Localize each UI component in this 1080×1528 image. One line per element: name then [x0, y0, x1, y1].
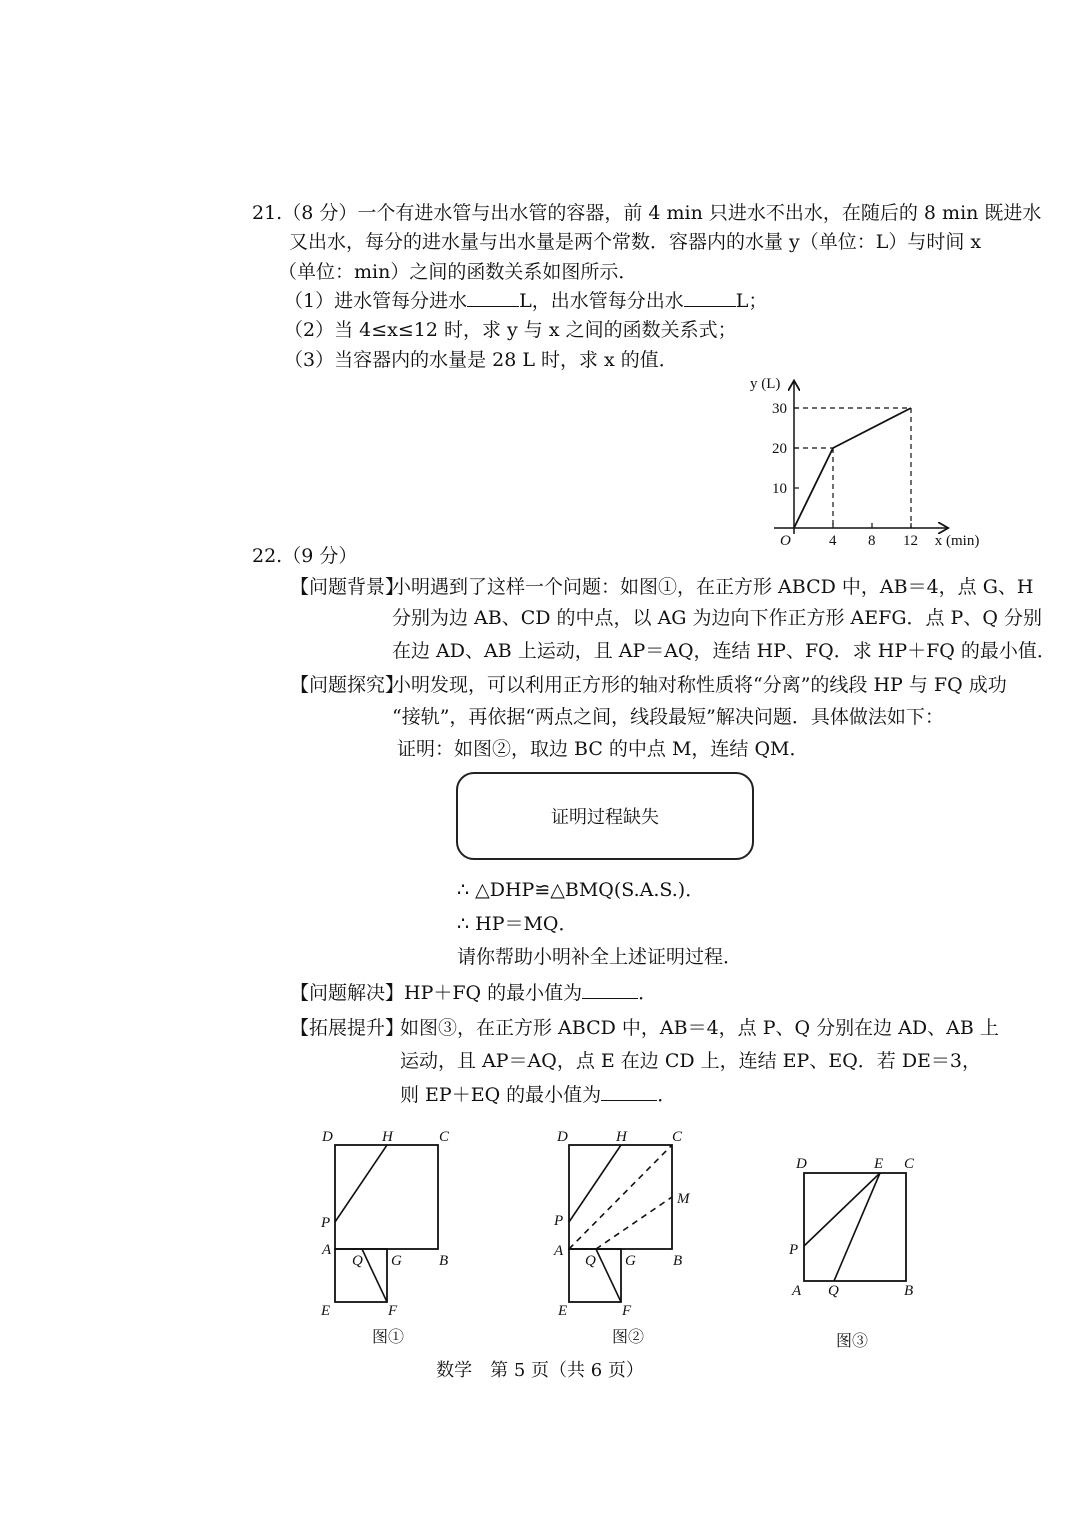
label-p: P: [789, 1242, 799, 1258]
x-tick-label: 4: [829, 533, 837, 549]
label-h: H: [382, 1129, 393, 1145]
answer-blank[interactable]: [601, 1082, 657, 1101]
q22-ext-text: 则 EP＋EQ 的最小值为: [400, 1084, 602, 1106]
q22-sol-tag: 【问题解决】: [290, 982, 405, 1004]
q22-solution: [290, 980, 657, 1006]
figure-1-caption: 图①: [372, 1327, 405, 1346]
label-c: C: [439, 1129, 450, 1145]
q22-ex-line1: 小明发现，可以利用正方形的轴对称性质将“分离”的线段 HP 与 FQ 成功: [392, 674, 1007, 696]
figure-2: [553, 1125, 713, 1319]
label-b: B: [904, 1283, 914, 1299]
data-segment: [794, 448, 833, 528]
y-tick-label: 20: [772, 441, 787, 457]
label-b: B: [673, 1253, 683, 1269]
data-segment: [833, 408, 911, 448]
q21-part2: （2）当 4≤x≤12 时，求 y 与 x 之间的函数关系式；: [284, 319, 737, 341]
segment-hp: [569, 1145, 621, 1222]
label-f: F: [388, 1303, 398, 1319]
square-abcd: [335, 1145, 438, 1249]
q22-ex-tag: 【问题探究】: [290, 674, 405, 696]
q22-ext-end: ．: [657, 1084, 677, 1106]
y-tick-label: 10: [772, 481, 787, 497]
label-q: Q: [585, 1253, 596, 1269]
page-footer: 数学 第 5 页（共 6 页）: [436, 1360, 644, 1381]
q22-ex-line3: 证明：如图②，取边 BC 的中点 M，连结 QM．: [397, 738, 809, 760]
segment-eq: [834, 1173, 880, 1281]
label-c: C: [904, 1156, 915, 1172]
label-b: B: [439, 1253, 449, 1269]
origin-label: O: [780, 533, 791, 549]
label-m: M: [677, 1191, 690, 1207]
q21-part3: （3）当容器内的水量是 28 L 时，求 x 的值．: [284, 349, 678, 371]
label-q: Q: [352, 1253, 363, 1269]
q22-bg-tag: 【问题背景】: [290, 576, 405, 598]
answer-blank[interactable]: [684, 288, 736, 307]
figure-2-caption: 图②: [612, 1327, 645, 1346]
q21-part1-b: L，出水管每分出水: [519, 290, 684, 312]
label-p: P: [554, 1213, 564, 1229]
label-a: A: [792, 1283, 802, 1299]
figure-3-caption: 图③: [836, 1331, 869, 1350]
figure-3: [786, 1153, 926, 1303]
label-a: A: [322, 1242, 332, 1258]
q22-conclusion1: ∴ △DHP≌△BMQ(S.A.S.)．: [457, 879, 705, 901]
q22-ext-line3: [400, 1082, 676, 1108]
q22-ext-tag: 【拓展提升】: [290, 1017, 405, 1039]
diagonal-ac: [569, 1145, 672, 1249]
label-e: E: [558, 1303, 568, 1319]
answer-blank[interactable]: [582, 980, 638, 999]
q22-sol-text: HP＋FQ 的最小值为: [404, 982, 583, 1004]
label-h: H: [616, 1129, 627, 1145]
q22-conclusion3: 请你帮助小明补全上述证明过程．: [457, 946, 743, 968]
q22-ex-line2: “接轨”，再依据“两点之间，线段最短”解决问题．具体做法如下：: [392, 706, 944, 728]
y-tick-label: 30: [772, 401, 787, 417]
proof-placeholder-box: [456, 772, 754, 860]
q21-line1: 21.（8 分）一个有进水管与出水管的容器，前 4 min 只进水不出水，在随后的 8 min 既进水: [252, 202, 1042, 224]
segment-fq: [596, 1249, 621, 1302]
label-d: D: [796, 1156, 807, 1172]
label-g: G: [625, 1253, 636, 1269]
x-axis-label: x (min): [934, 533, 980, 549]
q21-line3: （单位：min）之间的函数关系如图所示．: [278, 261, 638, 283]
segment-hp: [335, 1145, 387, 1222]
q22-conclusion2: ∴ HP＝MQ．: [457, 913, 578, 935]
segment-ep: [804, 1173, 880, 1246]
answer-blank[interactable]: [467, 288, 519, 307]
q22-bg-line2: 分别为边 AB、CD 的中点，以 AG 为边向下作正方形 AEFG．点 P、Q 分别: [392, 607, 1042, 629]
q22-head: 22.（9 分）: [252, 545, 358, 567]
segment-fq: [362, 1249, 387, 1302]
water-volume-chart: [745, 368, 1005, 548]
q21-part1-a: （1）进水管每分进水: [284, 290, 468, 312]
label-f: F: [622, 1303, 632, 1319]
x-tick-label: 12: [903, 533, 918, 549]
q21-part1: [284, 288, 767, 314]
q21-part1-c: L；: [735, 290, 768, 312]
label-a: A: [554, 1243, 564, 1259]
q22-bg-line3: 在边 AD、AB 上运动，且 AP＝AQ，连结 HP、FQ．求 HP＋FQ 的最小值．: [392, 640, 1056, 662]
segment-qm: [596, 1197, 672, 1249]
label-d: D: [557, 1129, 568, 1145]
q21-line2: 又出水，每分的进水量与出水量是两个常数．容器内的水量 y（单位：L）与时间 x: [289, 231, 982, 253]
square-abcd: [804, 1173, 906, 1281]
label-e: E: [874, 1156, 884, 1172]
label-p: P: [321, 1215, 331, 1231]
proof-box-text: 证明过程缺失: [551, 807, 659, 828]
q22-sol-end: ．: [638, 982, 658, 1004]
label-c: C: [672, 1129, 683, 1145]
label-e: E: [321, 1303, 331, 1319]
label-d: D: [322, 1129, 333, 1145]
q22-ext-line2: 运动，且 AP＝AQ，点 E 在边 CD 上，连结 EP、EQ．若 DE＝3，: [400, 1050, 982, 1072]
figure-1: [318, 1125, 468, 1319]
label-g: G: [391, 1253, 402, 1269]
q22-ext-line1: 如图③，在正方形 ABCD 中，AB＝4，点 P、Q 分别在边 AD、AB 上: [400, 1017, 999, 1039]
y-axis-label: y (L): [750, 376, 781, 392]
x-tick-label: 8: [868, 533, 876, 549]
q22-bg-line1: 小明遇到了这样一个问题：如图①，在正方形 ABCD 中，AB＝4，点 G、H: [392, 576, 1034, 598]
label-q: Q: [828, 1283, 839, 1299]
